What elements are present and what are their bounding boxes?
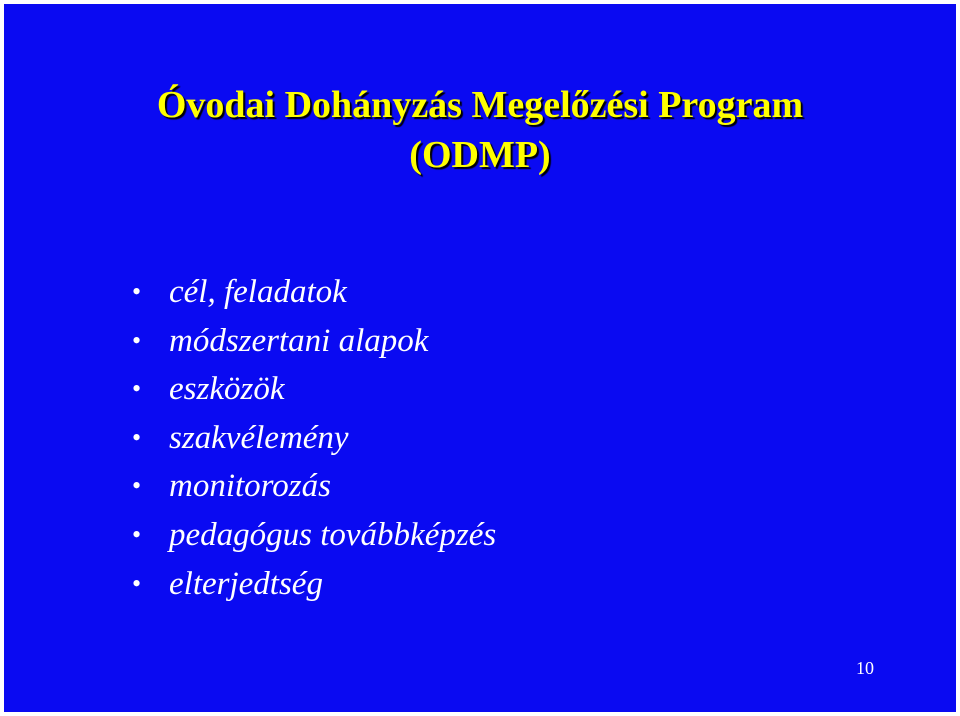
bullet-item [132,365,496,414]
bullet-dot-icon: • [132,422,142,452]
slide-title [4,80,956,180]
bullet-text: pedagógus továbbképzés [169,516,497,553]
bullet-dot-icon: • [132,325,142,355]
bullet-text: elterjedtség [169,565,323,602]
bullet-item [132,414,496,463]
bullet-item [132,511,496,560]
bullet-item [132,462,496,511]
bullet-item [132,268,496,317]
bullet-dot-icon: • [132,471,142,501]
bullet-dot-icon: • [132,277,142,306]
bullet-text: szakvélemény [169,419,349,456]
slide-title-line-2: (ODMP) [409,134,551,176]
bullet-item [132,560,496,609]
bullet-dot-icon: • [132,568,142,598]
page-number: 10 [856,658,874,678]
slide-title-line-1: Óvodai Dohányzás Megelőzési Program [156,84,804,126]
bullet-text: cél, feladatok [169,274,347,310]
bullet-list [132,268,496,608]
bullet-text: monitorozás [169,468,331,505]
bullet-dot-icon: • [132,374,142,404]
bullet-text: eszközök [169,371,285,408]
bullet-item [132,317,496,366]
slide [4,4,956,712]
bullet-dot-icon: • [132,519,142,549]
bullet-text: módszertani alapok [169,322,429,359]
